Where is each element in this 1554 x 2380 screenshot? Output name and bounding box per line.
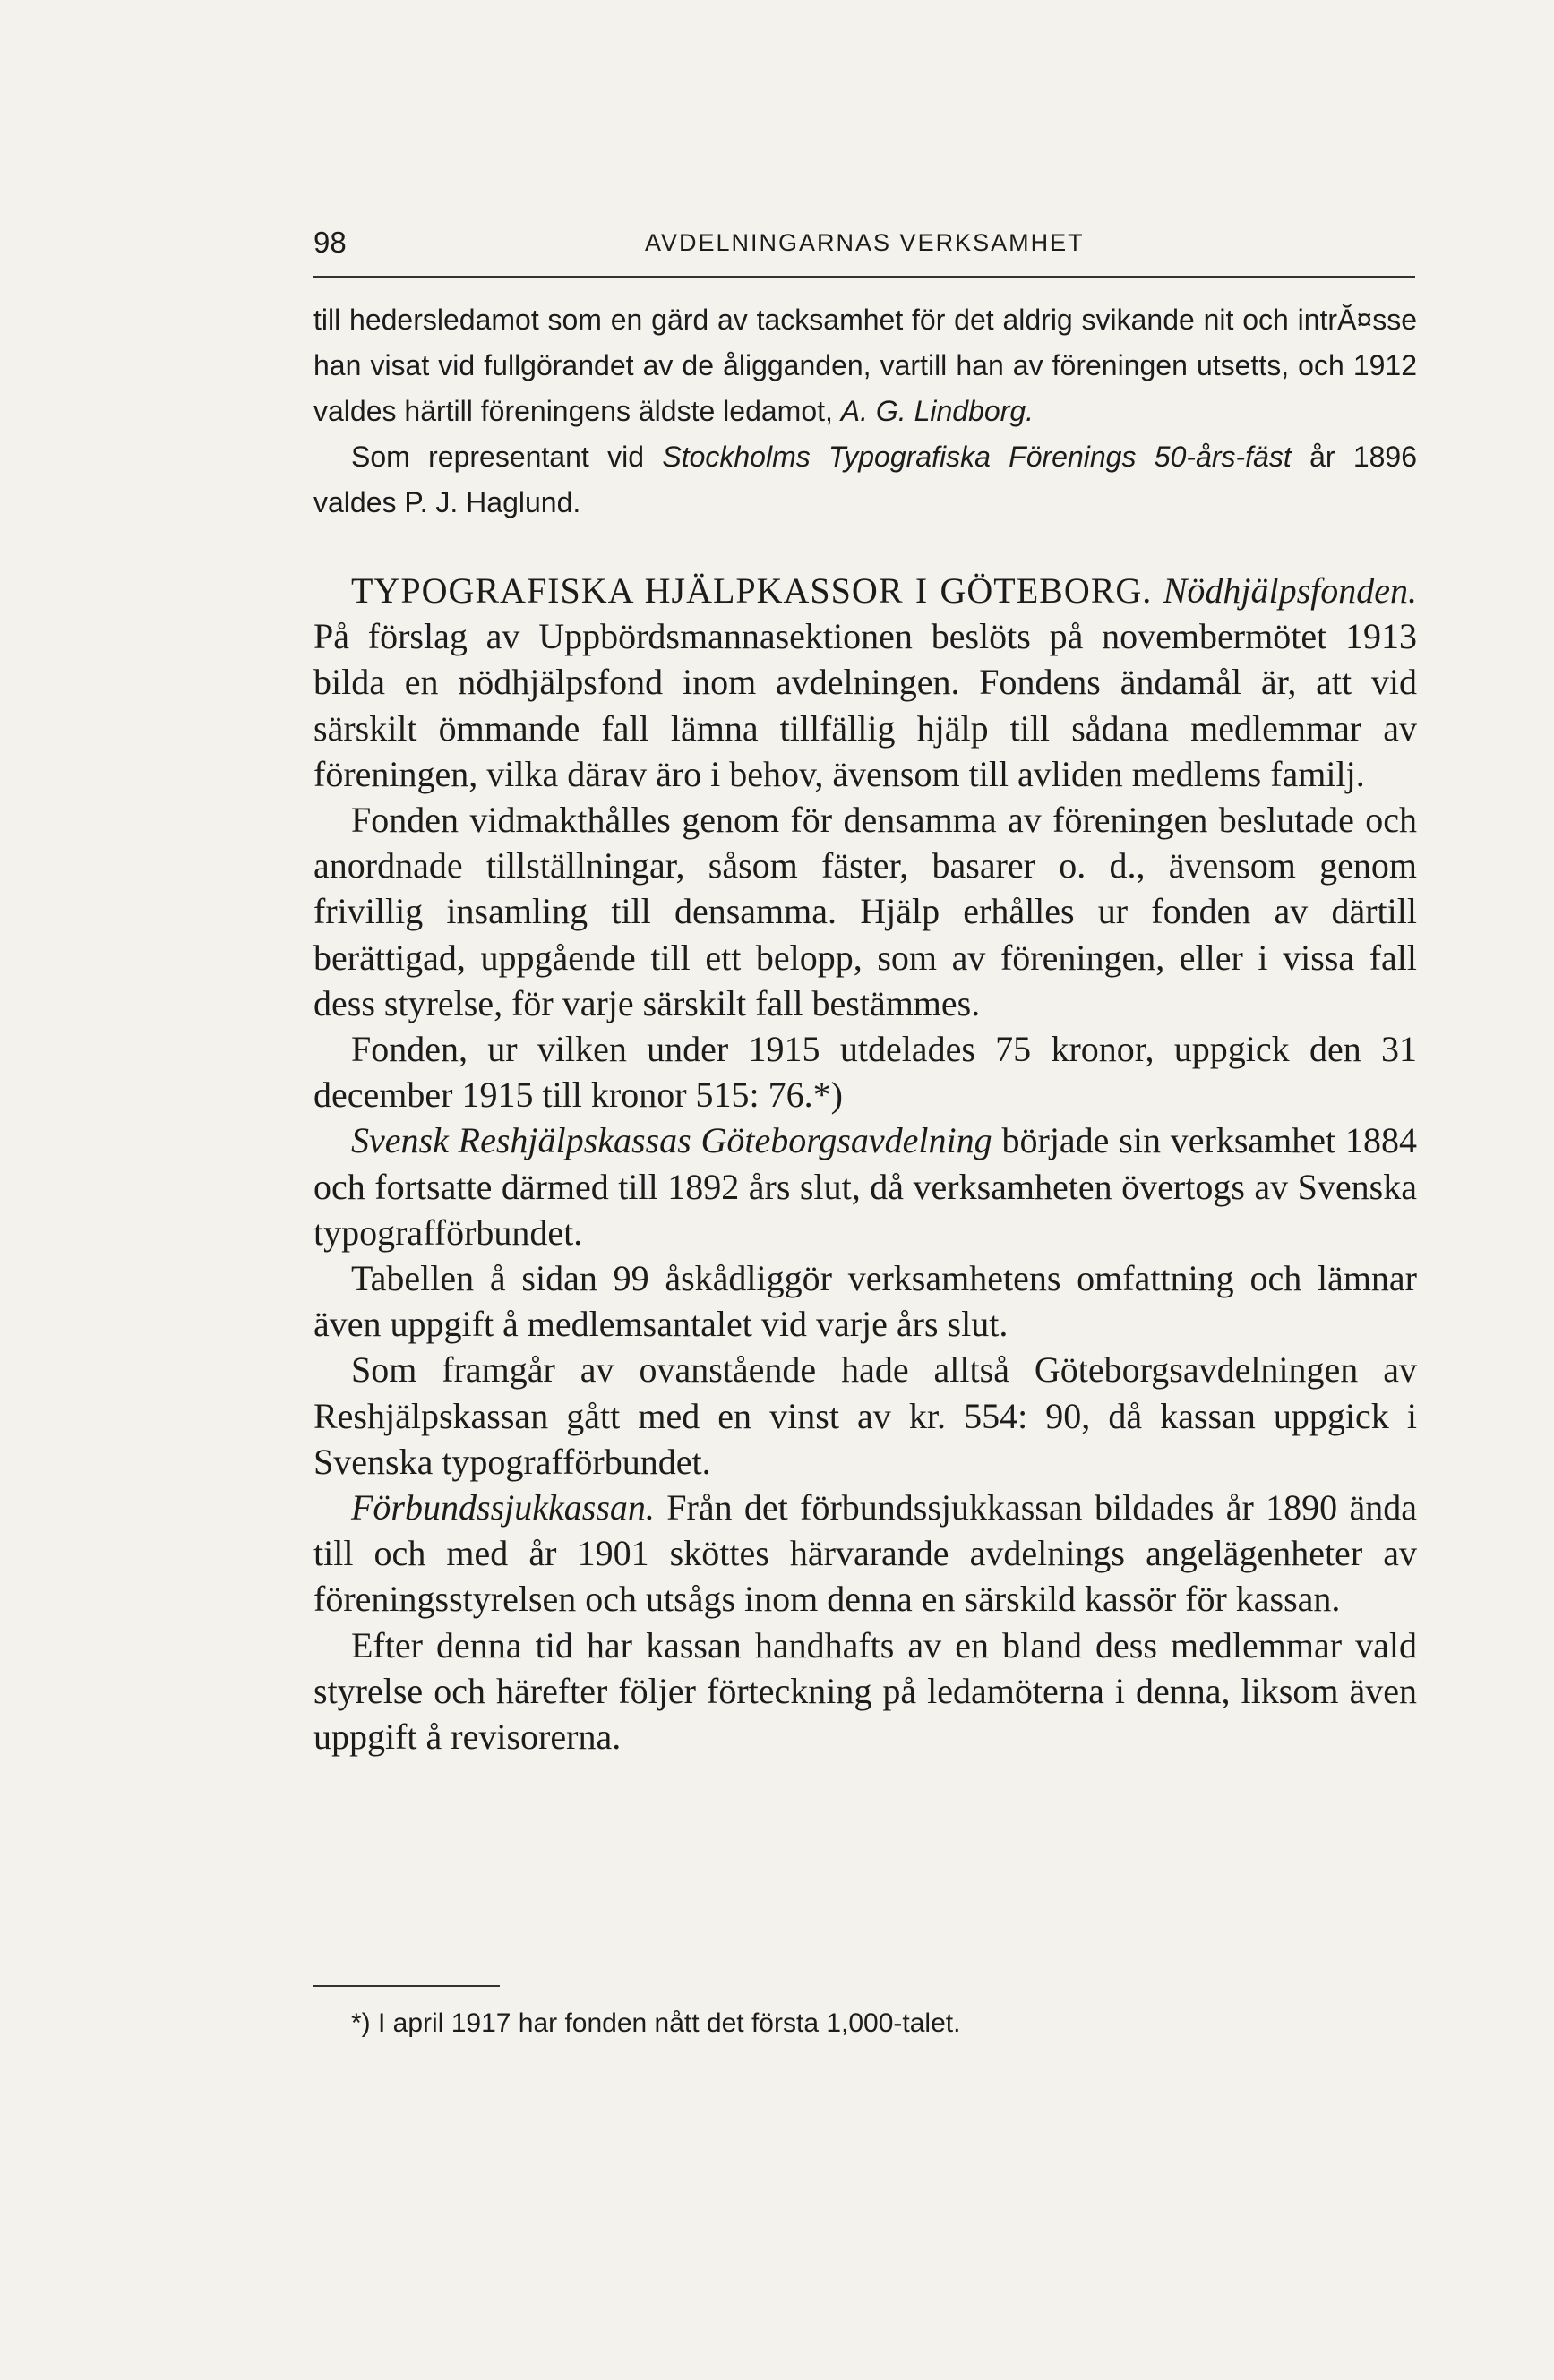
section-paragraph-8: Efter denna tid har kassan handhafts av en bland dess medlemmar vald styrelse och härefter följer förteckning på ledamöterna i denna, liksom även uppgift å revisorerna.	[313, 1624, 1417, 1758]
section-paragraph-7: Förbundssjukkassan. Från det förbundssjukkassan bildades år 1890 ända till och med år 1901 sköttes härvarande avdelnings angelägenheter av föreningsstyrelsen och utsågs inom denna en särskild kassör för kassan.	[313, 1487, 1417, 1620]
section-paragraph-6: Som framgår av ovanstående hade alltså Göteborgsavdelningen av Reshjälpskassan gått med en vinst av kr. 554: 90, då kassan uppgick i Svenska typografförbundet.	[313, 1349, 1417, 1482]
fund-name: Förbundssjukkassan.	[351, 1487, 655, 1528]
section-body	[313, 568, 1417, 1759]
event-name: Stockholms Typografiska Förenings 50-års-fäst	[662, 441, 1292, 473]
intro-paragraph-2: Som representant vid Stockholms Typografiska Förenings 50-års-fäst år 1896 valdes P. J. Haglund.	[313, 441, 1418, 518]
fund-name: Svensk Reshjälpskassas Göteborgsavdelning	[351, 1120, 992, 1161]
page-header	[313, 224, 1415, 278]
person-name: A. G. Lindborg.	[840, 395, 1035, 427]
section-paragraph-3: Fonden, ur vilken under 1915 utdelades 75 kronor, uppgick den 31 december 1915 till kronor 515: 76.*)	[313, 1029, 1417, 1116]
section-paragraph-5: Tabellen å sidan 99 åskådliggör verksamhetens omfattning och lämnar även uppgift å medlemsantalet vid varje års slut.	[313, 1258, 1417, 1345]
section-paragraph-4: Svensk Reshjälpskassas Göteborgsavdelning började sin verksamhet 1884 och fortsatte därmed till 1892 års slut, då verksamheten övertogs av Svenska typografförbundet.	[313, 1120, 1418, 1253]
footnote: *) I april 1917 har fonden nått det första 1,000-talet.	[351, 2008, 961, 2038]
running-head: AVDELNINGARNAS VERKSAMHET	[645, 229, 1085, 256]
intro-text	[313, 297, 1417, 526]
section-paragraph-1: TYPOGRAFISKA HJÄLPKASSOR I GÖTEBORG. Nödhjälpsfonden. På förslag av Uppbördsmannasektionen beslöts på novembermötet 1913 bilda en nödhjälpsfond inom avdelningen. Fondens ändamål är, att vid särskilt ömmande fall lämna tillfällig hjälp till sådana medlemmar av föreningen, vilka därav äro i behov, ävensom till avliden medlems familj.	[313, 570, 1417, 794]
page-number: 98	[313, 226, 347, 259]
footnote-divider	[313, 1985, 500, 1987]
intro-paragraph-1: till hedersledamot som en gärd av tacksamhet för det aldrig svikande nit och intrĂ¤sse han visat vid fullgörandet av de åligganden, vartill han av föreningen utsetts, och 1912 valdes härtill föreningens äldste ledamot, A. G. Lindborg.	[313, 304, 1417, 427]
section-subheading: Nödhjälpsfonden.	[1163, 570, 1417, 611]
section-paragraph-2: Fonden vidmakthålles genom för densamma av föreningen beslutade och anordnade tillställningar, såsom fäster, basarer o. d., ävensom genom frivillig insamling till densamma. Hjälp erhålles ur fonden av därtill berättigad, uppgående till ett belopp, som av föreningen, eller i vissa fall dess styrelse, för varje särskilt fall bestämmes.	[313, 800, 1417, 1023]
section-heading: TYPOGRAFISKA HJÄLPKASSOR I GÖTEBORG.	[351, 570, 1153, 611]
